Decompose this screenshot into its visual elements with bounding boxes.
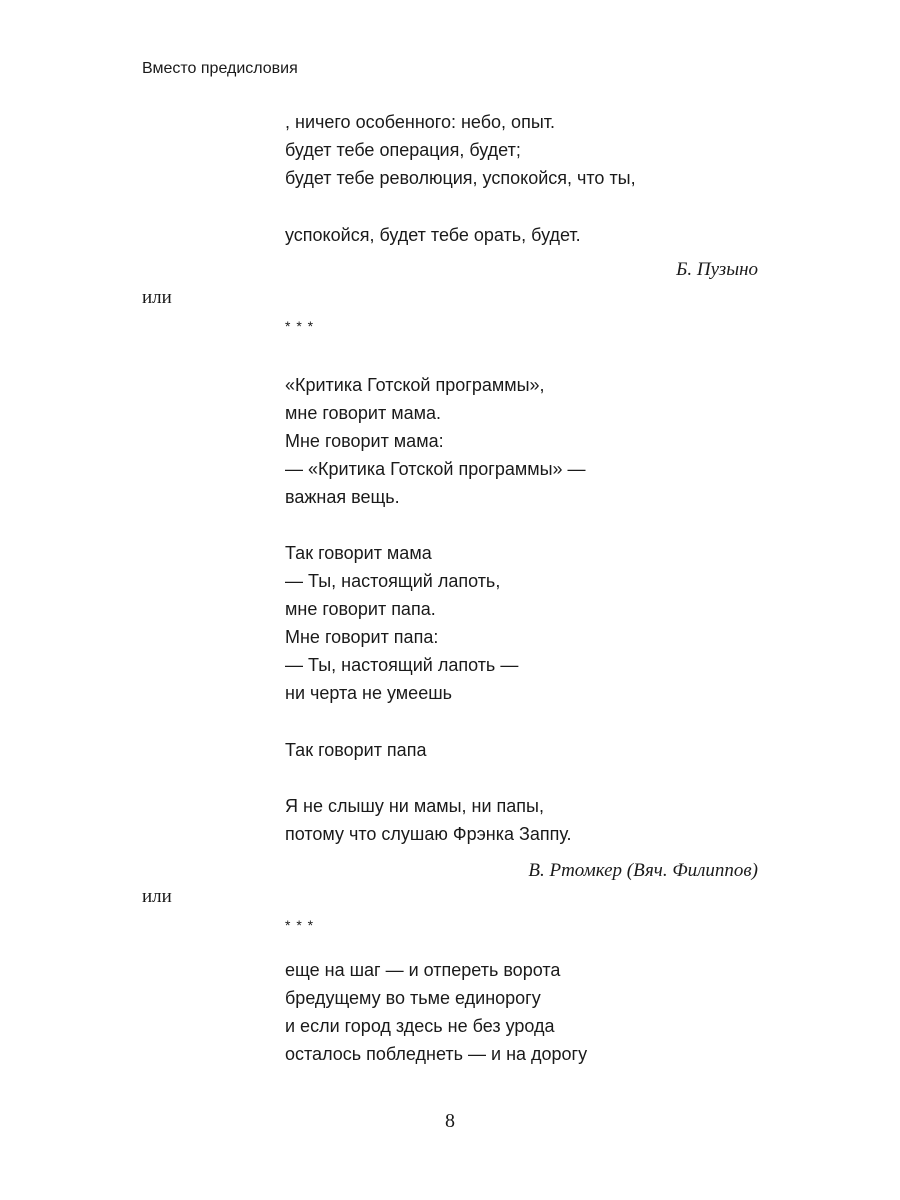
poem-line: осталось побледнеть — и на дорогу <box>285 1044 588 1064</box>
poem-line: еще на шаг — и отпереть ворота <box>285 960 561 980</box>
poem-line: потому что слушаю Фрэнка Заппу. <box>285 824 572 844</box>
poem-line: Так говорит папа <box>285 740 427 760</box>
poem-line: Я не слышу ни мамы, ни папы, <box>285 796 544 816</box>
separator-word: или <box>142 287 172 308</box>
poem-line: «Критика Готской программы», <box>285 375 545 395</box>
poem-line: Мне говорит папа: <box>285 627 439 647</box>
poem-line: Мне говорит мама: <box>285 431 444 451</box>
poem-line: бредущему во тьме единорогу <box>285 988 541 1008</box>
poem-line: успокойся, будет тебе орать, будет. <box>285 225 581 245</box>
poem-line: — «Критика Готской программы» — <box>285 459 586 479</box>
poem-author: Б. Пузыно <box>676 259 758 280</box>
poem-line: мне говорит папа. <box>285 599 436 619</box>
running-header: Вместо предисловия <box>142 60 298 77</box>
poem-line: , ничего особенного: небо, опыт. <box>285 112 555 132</box>
asterism: * * * <box>285 318 315 334</box>
poem-line: будет тебе революция, успокойся, что ты, <box>285 168 636 188</box>
page-number: 8 <box>445 1110 455 1132</box>
asterism: * * * <box>285 917 315 933</box>
separator-word: или <box>142 886 172 907</box>
poem-line: — Ты, настоящий лапоть — <box>285 655 519 675</box>
poem-author: В. Ртомкер (Вяч. Филиппов) <box>528 860 758 881</box>
poem-line: ни черта не умеешь <box>285 683 453 703</box>
poem-line: Так говорит мама <box>285 543 432 563</box>
poem-line: — Ты, настоящий лапоть, <box>285 571 501 591</box>
poem-line: будет тебе операция, будет; <box>285 140 521 160</box>
poem-line: и если город здесь не без урода <box>285 1016 555 1036</box>
poem-line: важная вещь. <box>285 487 400 507</box>
poem-line: мне говорит мама. <box>285 403 441 423</box>
